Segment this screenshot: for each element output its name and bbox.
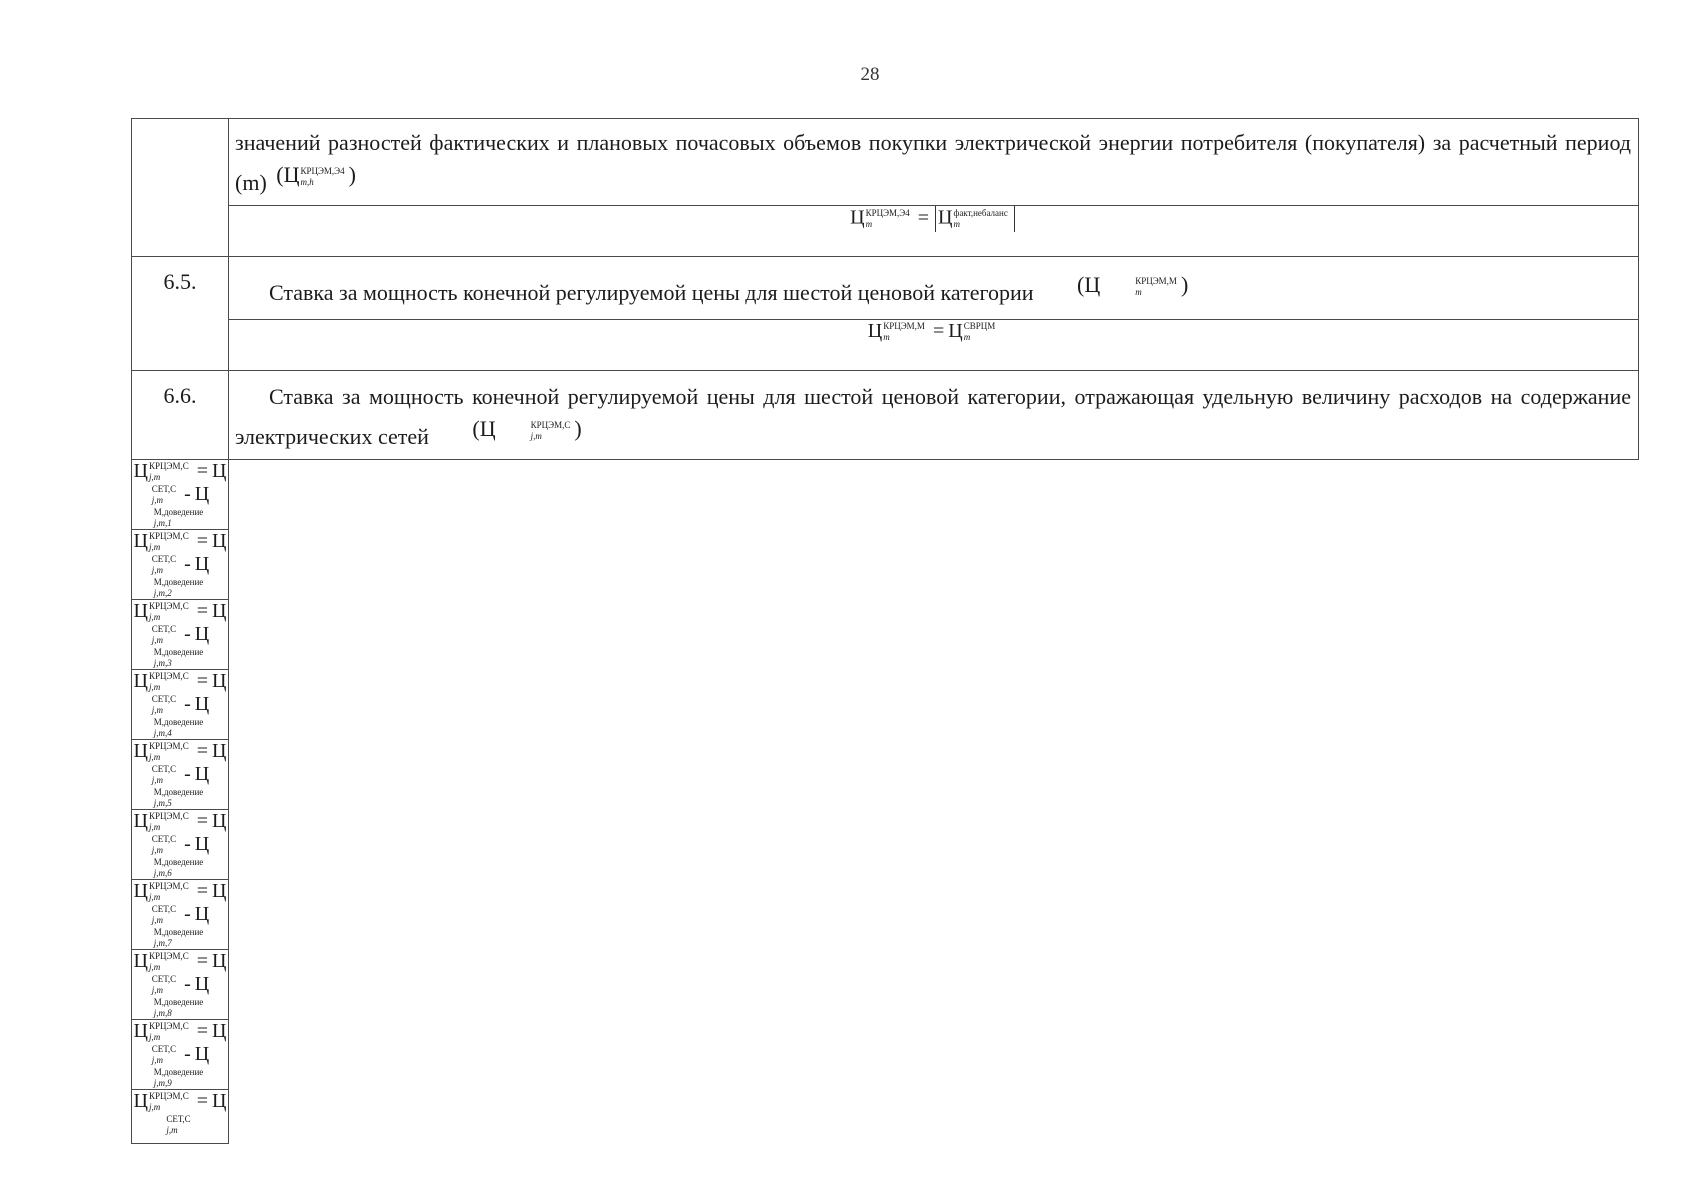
- formula-cell: Ц КРЦЭМ,С j,m = Ц СЕТ,С j,m - Ц М,доведение j,m,7: [132, 880, 229, 950]
- formula-cell: Ц КРЦЭМ,С j,m = Ц СЕТ,С j,m - Ц М,доведение j,m,9: [132, 1020, 229, 1090]
- item-number: 6.6.: [132, 371, 229, 460]
- formula-cell: Ц КРЦЭМ,С j,m = Ц СЕТ,С j,m - Ц М,доведение j,m,5: [132, 740, 229, 810]
- formula-cell: Ц КРЦЭМ,С j,m = Ц СЕТ,С j,m - Ц М,доведение j,m,3: [132, 600, 229, 670]
- description-body: Ставка за мощность конечной регулируемой цены для шестой ценовой категории: [269, 280, 1034, 305]
- table-row: [132, 670, 1639, 740]
- table-row: [132, 1090, 1639, 1144]
- table-row: [132, 810, 1639, 880]
- table-row: [132, 320, 1639, 371]
- formula-cell: Ц КРЦЭМ,С j,m = Ц СЕТ,С j,m - Ц М,доведение j,m,8: [132, 950, 229, 1020]
- description-cell: [229, 119, 1639, 206]
- description-body: значений разностей фактических и плановых почасовых объемов покупки электрической энергии потребителя (покупателя) за расчетный период (m): [235, 130, 1631, 195]
- table-row: [132, 371, 1639, 460]
- table-row: [132, 206, 1639, 257]
- inline-symbol: (Ц КРЦЭМ,С j,m ): [472, 416, 582, 441]
- description-cell: [229, 257, 1639, 320]
- description-text: [229, 371, 1638, 459]
- formula-cell: Ц КРЦЭМ,С j,m = Ц СЕТ,С j,m: [132, 1090, 229, 1144]
- formula-cell: Ц КРЦЭМ,С j,m = Ц СЕТ,С j,m - Ц М,доведение j,m,1: [132, 460, 229, 530]
- table-row: [132, 600, 1639, 670]
- item-number: 6.5.: [132, 257, 229, 371]
- table-row: [132, 880, 1639, 950]
- formula-cell: Ц КРЦЭМ,С j,m = Ц СЕТ,С j,m - Ц М,доведение j,m,4: [132, 670, 229, 740]
- table-row: [132, 950, 1639, 1020]
- description-text: [229, 257, 1638, 319]
- table-row: [132, 257, 1639, 320]
- description-text: [229, 119, 1638, 205]
- formula-cell: Ц КРЦЭМ,С j,m = Ц СЕТ,С j,m - Ц М,доведение j,m,6: [132, 810, 229, 880]
- description-cell: [229, 371, 1639, 460]
- description-body: Ставка за мощность конечной регулируемой цены для шестой ценовой категории, отражающая удельную величину расходов на содержание электрических сетей: [235, 384, 1631, 449]
- table-row: [132, 119, 1639, 206]
- table-row: [132, 740, 1639, 810]
- table-row: [132, 530, 1639, 600]
- page-number: 28: [860, 64, 880, 85]
- table-row: [132, 460, 1639, 530]
- formula-cell: Ц КРЦЭМ,М m = Ц СВРЦМ m: [229, 320, 1639, 371]
- number-cell: [132, 119, 229, 257]
- inline-symbol: (Ц КРЦЭМ,Э4 m,h ): [276, 162, 356, 187]
- tariff-table: [131, 118, 1639, 1144]
- formula-cell: Ц КРЦЭМ,С j,m = Ц СЕТ,С j,m - Ц М,доведение j,m,2: [132, 530, 229, 600]
- formula-cell: Ц КРЦЭМ,Э4 m = Ц факт,небаланс m: [229, 206, 1639, 257]
- inline-symbol: (Ц КРЦЭМ,М m ): [1077, 272, 1189, 297]
- table-row: [132, 1020, 1639, 1090]
